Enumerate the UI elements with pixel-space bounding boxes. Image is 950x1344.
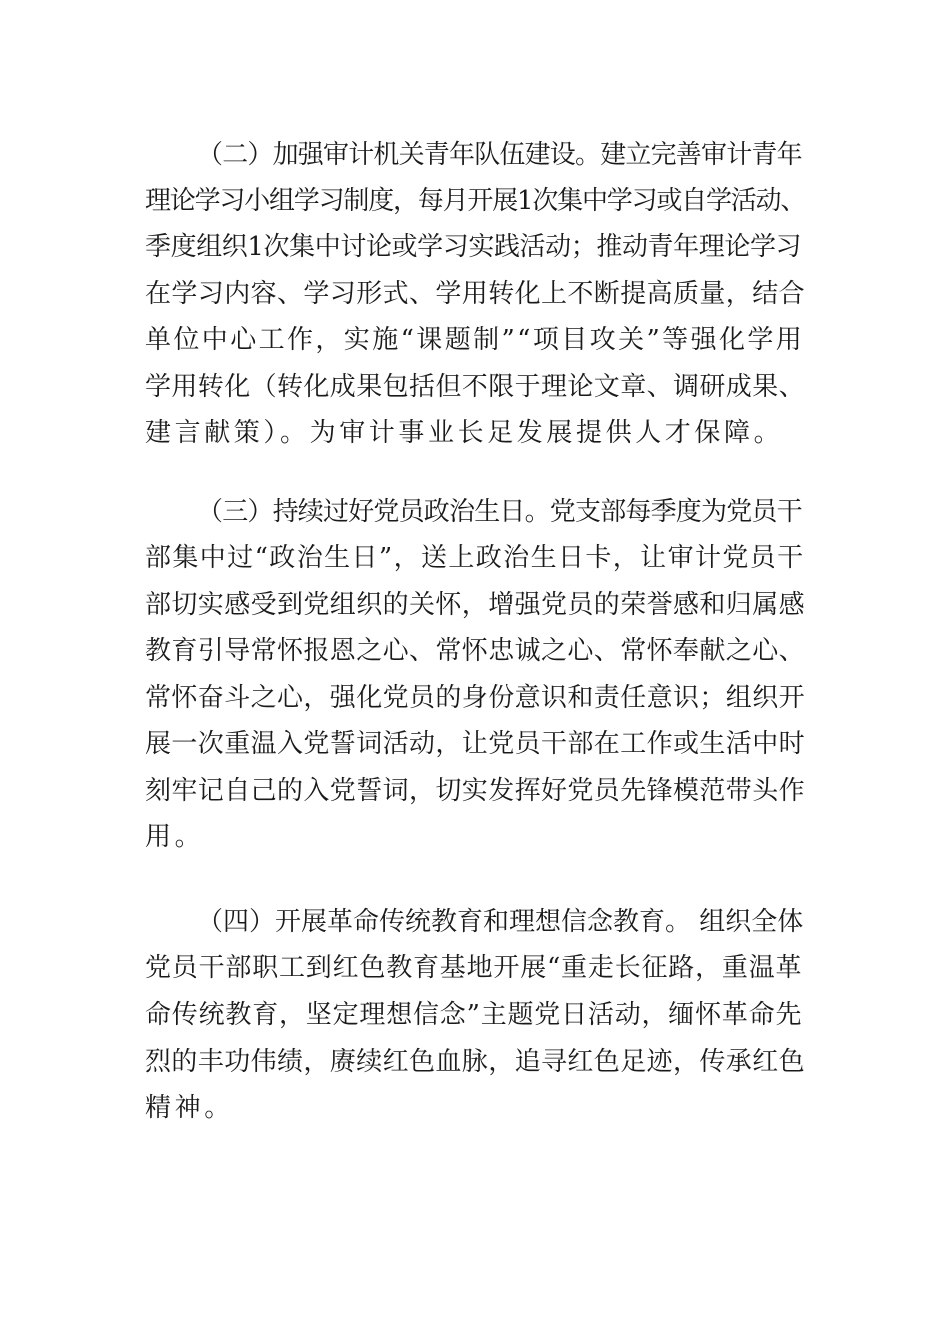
paragraph-line: （二）加强审计机关青年队伍建设。建立完善审计青年	[197, 140, 802, 170]
paragraph-line: （四）开展革命传统教育和理想信念教育。 组织全体	[197, 907, 804, 937]
paragraph-line: 党员干部职工到红色教育基地开展“重走长征路，重温革	[145, 953, 803, 983]
paragraph-line: 精神。	[145, 1093, 234, 1123]
paragraph-line: 理论学习小组学习制度，每月开展1次集中学习或自学活动、	[145, 186, 806, 216]
paragraph-line: 常怀奋斗之心，强化党员的身份意识和责任意识；组织开	[145, 683, 806, 713]
paragraph-line: 教育引导常怀报恩之心、常怀忠诚之心、常怀奉献之心、	[145, 636, 806, 666]
paragraph-line: 烈的丰功伟绩，赓续红色血脉，追寻红色足迹，传承红色	[145, 1047, 806, 1077]
paragraph-line: 建言献策）。为审计事业长足发展提供人才保障。	[145, 418, 784, 448]
paragraph-line: 在学习内容、学习形式、学用转化上不断提高质量，结合	[145, 279, 806, 309]
paragraph-line: 部集中过“政治生日”，送上政治生日卡，让审计党员干	[145, 543, 805, 573]
paragraph-line: 季度组织1次集中讨论或学习实践活动；推动青年理论学习	[145, 232, 802, 262]
paragraph-line: 用。	[145, 822, 205, 852]
paragraph-line: 命传统教育，坚定理想信念”主题党日活动，缅怀革命先	[145, 1000, 803, 1030]
paragraph-line: 展一次重温入党誓词活动，让党员干部在工作或生活中时	[145, 729, 806, 759]
paragraph-line: 单位中心工作，实施“课题制”“项目攻关”等强化学用	[145, 325, 805, 355]
paragraph-line: 学用转化（转化成果包括但不限于理论文章、调研成果、	[145, 372, 806, 402]
paragraph-line: 部切实感受到党组织的关怀，增强党员的荣誉感和归属感	[145, 590, 806, 620]
paragraph-line: 刻牢记自己的入党誓词，切实发挥好党员先锋模范带头作	[145, 776, 806, 806]
paragraph-line: （三）持续过好党员政治生日。党支部每季度为党员干	[197, 497, 802, 527]
